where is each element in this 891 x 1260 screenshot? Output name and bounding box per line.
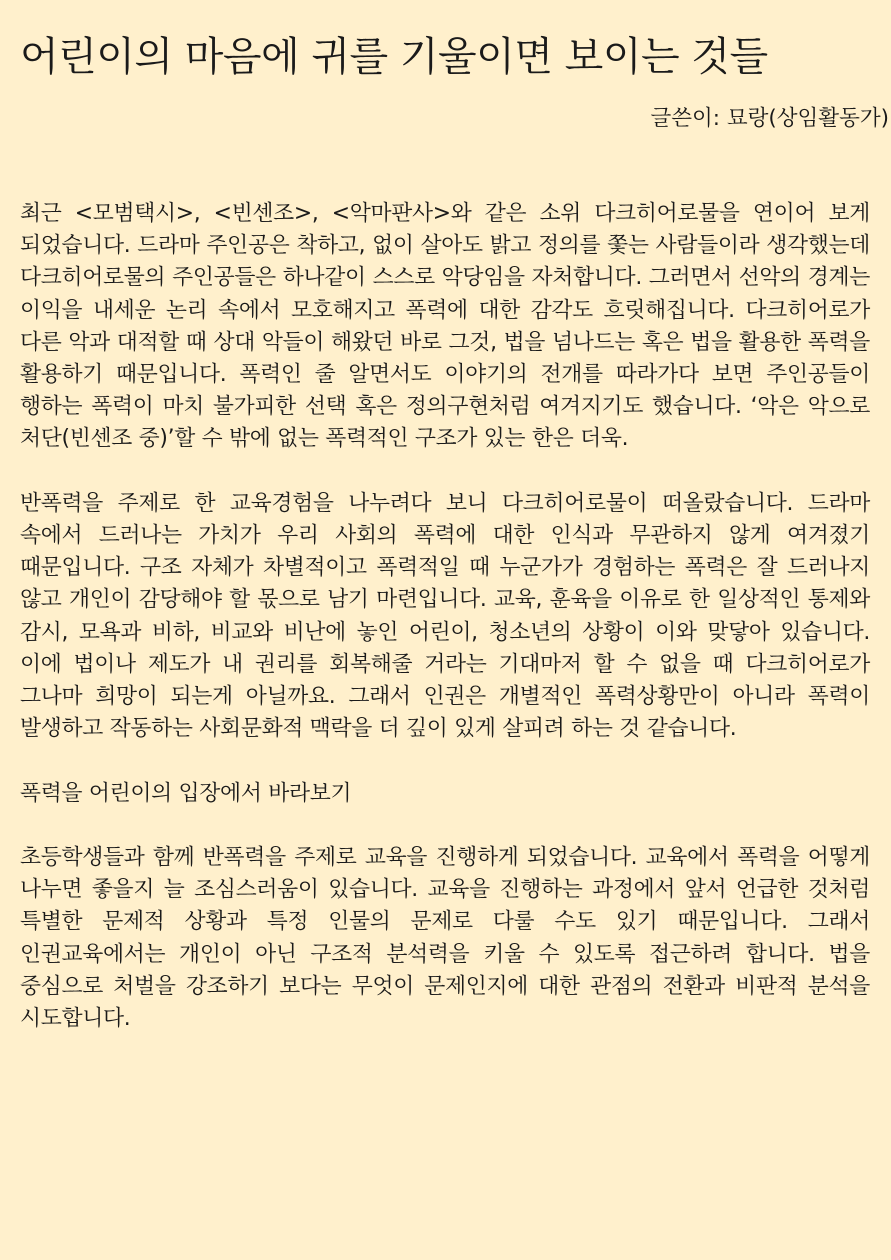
article-title: 어린이의 마음에 귀를 기울이면 보이는 것들 (20, 34, 768, 80)
body-paragraph: 최근 <모범택시>, <빈센조>, <악마판사>와 같은 소위 다크히어로물을 연이어 보게 되었습니다. 드라마 주인공은 착하고, 없이 살아도 밝고 정의를 쫓는 사람들이라 생각했는데 다크히어로물의 주인공들은 하나같이 스스로 악당임을 자처합니다. 그러면서 선악의 경계는 이익을 내세운 논리 속에서 모호해지고 폭력에 대한 감각도 흐릿해집니다. 다크히어로가 다른 악과 대적할 때 상대 악들이 해왔던 바로 그것, 법을 넘나드는 혹은 법을 활용한 폭력을 활용하기 때문입니다. 폭력인 줄 알면서도 이야기의 전개를 따라가다 보면 주인공들이 행하는 폭력이 마치 불가피한 선택 혹은 정의구현처럼 여겨지기도 했습니다. ‘악은 악으로 처단(빈센조 중)’할 수 밖에 없는 폭력적인 구조가 있는 한은 더욱. (20, 201, 870, 452)
section-heading: 폭력을 어린이의 입장에서 바라보기 (20, 780, 352, 806)
body-paragraph: 반폭력을 주제로 한 교육경험을 나누려다 보니 다크히어로물이 떠올랐습니다. 드라마 속에서 드러나는 가치가 우리 사회의 폭력에 대한 인식과 무관하지 않게 여겨졌기 때문입니다. 구조 자체가 차별적이고 폭력적일 때 누군가가 경험하는 폭력은 잘 드러나지 않고 개인이 감당해야 할 몫으로 남기 마련입니다. 교육, 훈육을 이유로 한 일상적인 통제와 감시, 모욕과 비하, 비교와 비난에 놓인 어린이, 청소년의 상황이 이와 맞닿아 있습니다. 이에 법이나 제도가 내 권리를 회복해줄 거라는 기대마저 할 수 없을 때 다크히어로가 그나마 희망이 되는게 아닐까요. 그래서 인권은 개별적인 폭력상황만이 아니라 폭력이 발생하고 작동하는 사회문화적 맥락을 더 깊이 있게 살피려 하는 것 같습니다. (20, 490, 870, 742)
body-paragraph: 초등학생들과 함께 반폭력을 주제로 교육을 진행하게 되었습니다. 교육에서 폭력을 어떻게 나누면 좋을지 늘 조심스러움이 있습니다. 교육을 진행하는 과정에서 앞서 언급한 것처럼 특별한 문제적 상황과 특정 인물의 문제로 다룰 수도 있기 때문입니다. 그래서 인권교육에서는 개인이 아닌 구조적 분석력을 키울 수 있도록 접근하려 합니다. 법을 중심으로 처벌을 강조하기 보다는 무엇이 문제인지에 대한 관점의 전환과 비판적 분석을 시도합니다. (20, 845, 870, 1032)
article-byline: 글쓴이: 묘랑(상임활동가) (650, 106, 889, 131)
article-body (20, 198, 870, 1035)
